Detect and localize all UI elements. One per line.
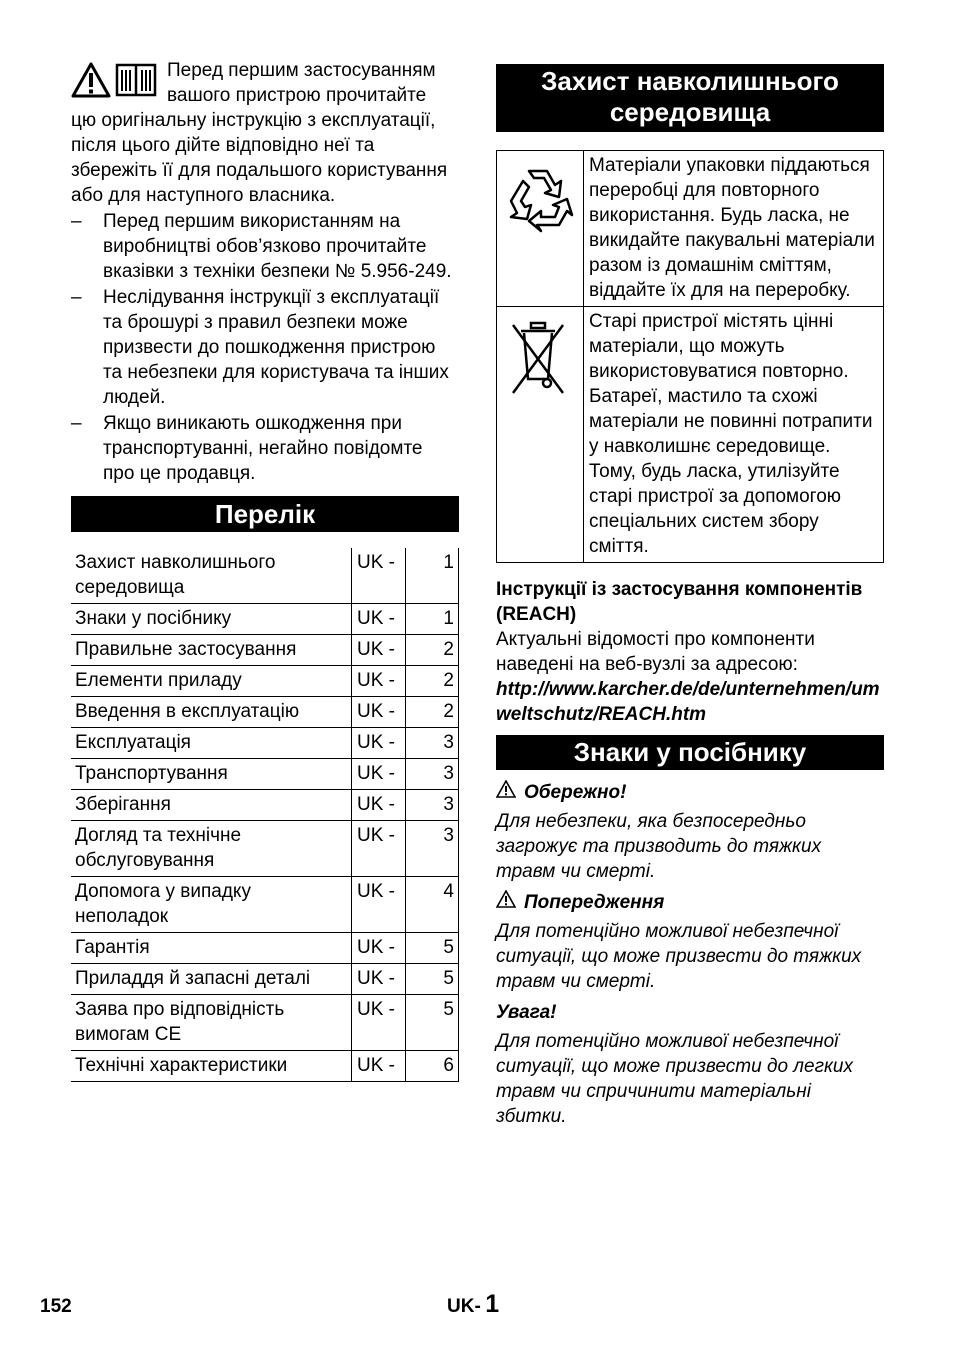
section-prefix: UK- xyxy=(447,1296,481,1317)
caution-text: Для потенційно можливої небезпечної ситуації, що може призвести до легких травм чи спричинити матеріальні збитки. xyxy=(496,1031,854,1127)
manual-book-icon xyxy=(115,62,157,105)
toc-page: 5 xyxy=(406,964,459,995)
toc-page: 3 xyxy=(406,759,459,790)
toc-page: 5 xyxy=(406,995,459,1051)
toc-section: UK - xyxy=(352,964,406,995)
toc-page: 1 xyxy=(406,548,459,604)
signs-heading: Знаки у посібнику xyxy=(496,735,884,770)
toc-label: Захист навколишнього середовища xyxy=(75,552,276,598)
toc-section: UK - xyxy=(352,821,406,877)
toc-label: Гарантія xyxy=(75,937,150,958)
toc-page: 1 xyxy=(406,604,459,635)
toc-section: UK - xyxy=(352,635,406,666)
warning-triangle-icon xyxy=(496,780,516,805)
intro-rest: цю оригінальну інструкцію з експлуатації, після цього дійте відповідно неї та збережіть її для подальшого користування або для наступного власника. xyxy=(71,110,448,206)
reach-title: Інструкції із застосування компонентів (REACH) xyxy=(496,579,863,625)
environment-heading: Захист навколишнього середовища xyxy=(496,64,884,132)
table-row xyxy=(71,821,459,877)
caution-title: Увага! xyxy=(496,1002,557,1023)
table-row xyxy=(71,548,459,604)
environment-table xyxy=(496,150,884,563)
toc-section: UK - xyxy=(352,995,406,1051)
toc-section: UK - xyxy=(352,933,406,964)
table-row xyxy=(71,635,459,666)
toc-section: UK - xyxy=(352,877,406,933)
table-row xyxy=(497,307,884,563)
toc-label: Елементи приладу xyxy=(75,670,242,691)
table-row xyxy=(71,604,459,635)
toc-section: UK - xyxy=(352,790,406,821)
table-row xyxy=(71,759,459,790)
toc-heading: Перелік xyxy=(71,496,459,532)
toc-label: Транспортування xyxy=(75,763,228,784)
crossed-bin-icon xyxy=(501,383,575,404)
intro-bullets xyxy=(71,209,459,486)
toc-label: Приладдя й запасні деталі xyxy=(75,968,311,989)
toc-page: 2 xyxy=(406,635,459,666)
table-row xyxy=(71,964,459,995)
danger-text: Для небезпеки, яка безпосередньо загрожує та призводить до тяжких травм чи смерті. xyxy=(496,811,822,882)
bullet-text: Перед першим використанням на виробництві обов’язково прочитайте вказівки з техніки безпеки № 5.956-249. xyxy=(103,211,452,282)
reach-text: Актуальні відомості про компоненти наведені на веб-вузлі за адресою: xyxy=(496,629,815,675)
warning-title-row xyxy=(496,890,884,915)
toc-page: 4 xyxy=(406,877,459,933)
toc-page: 5 xyxy=(406,933,459,964)
toc-label: Догляд та технічне обслуговування xyxy=(75,825,242,871)
environment-text-old-devices: Старі пристрої містять цінні матеріали, що можуть використовуватися повторно. Батареї, мастило та схожі матеріали не повинні потрапити у навколишнє середовище. Тому, будь ласка, утилізуйте старі пристрої за допомогою спеціальних систем збору сміття. xyxy=(584,307,884,563)
list-item xyxy=(71,209,459,284)
toc-section: UK - xyxy=(352,697,406,728)
toc-label: Експлуатація xyxy=(75,732,191,753)
intro-section xyxy=(71,58,459,486)
table-row xyxy=(497,151,884,307)
toc-page: 3 xyxy=(406,790,459,821)
dash: – xyxy=(71,211,82,232)
list-item xyxy=(71,285,459,410)
table-row xyxy=(71,790,459,821)
toc-section: UK - xyxy=(352,759,406,790)
section-page-label xyxy=(447,1290,499,1319)
toc-label: Заява про відповідність вимогам CE xyxy=(75,999,285,1045)
danger-title: Обережно! xyxy=(524,782,627,803)
toc-section: UK - xyxy=(352,604,406,635)
toc-label: Правильне застосування xyxy=(75,639,297,660)
table-row xyxy=(71,995,459,1051)
toc-page: 6 xyxy=(406,1051,459,1082)
bullet-text: Неслідування інструкції з експлуатації та брошурі з правил безпеки може призвести до пошкодження пристрою та небезпеки для користувача та інших людей. xyxy=(103,287,449,408)
icon-cell xyxy=(497,307,584,563)
table-row xyxy=(71,728,459,759)
signs-section xyxy=(496,780,884,1129)
toc-section: UK - xyxy=(352,1051,406,1082)
toc-table xyxy=(71,548,459,1082)
toc-label: Технічні характеристики xyxy=(75,1055,288,1076)
section-number: 1 xyxy=(485,1290,500,1318)
reach-link[interactable]: http://www.karcher.de/de/unternehmen/umweltschutz/REACH.htm xyxy=(496,679,880,725)
table-row xyxy=(71,666,459,697)
intro-line-1: Перед першим застосуванням xyxy=(167,60,436,81)
toc-page: 2 xyxy=(406,666,459,697)
toc-page: 3 xyxy=(406,821,459,877)
dash: – xyxy=(71,287,82,308)
toc-page: 2 xyxy=(406,697,459,728)
toc-label: Введення в експлуатацію xyxy=(75,701,300,722)
page-number: 152 xyxy=(40,1296,72,1317)
toc-label: Допомога у випадку неполадок xyxy=(75,881,251,927)
table-row xyxy=(71,697,459,728)
list-item xyxy=(71,411,459,486)
environment-text-packaging: Матеріали упаковки піддаються переробці для повторного використання. Будь ласка, не викидайте пакувальні матеріали разом із домашнім сміттям, віддайте їх для на переробку. xyxy=(584,151,884,307)
toc-label: Знаки у посібнику xyxy=(75,608,232,629)
reach-section xyxy=(496,577,884,727)
intro-icons xyxy=(71,62,157,105)
warning-text: Для потенційно можливої небезпечної ситуації, що може призвести до тяжких травм чи смерті. xyxy=(496,921,862,992)
warning-triangle-icon xyxy=(71,62,111,105)
recycle-icon xyxy=(501,223,575,244)
toc-label: Зберігання xyxy=(75,794,171,815)
dash: – xyxy=(71,413,82,434)
table-row xyxy=(71,877,459,933)
warning-triangle-icon xyxy=(496,890,516,915)
table-row xyxy=(71,933,459,964)
toc-page: 3 xyxy=(406,728,459,759)
icon-cell xyxy=(497,151,584,307)
toc-section: UK - xyxy=(352,666,406,697)
bullet-text: Якщо виникають ошкодження при транспортуванні, негайно повідомте про це продавця. xyxy=(103,413,423,484)
warning-title: Попередження xyxy=(524,892,665,913)
intro-line-2: вашого пристрою прочитайте xyxy=(167,85,427,106)
toc-section: UK - xyxy=(352,728,406,759)
right-column xyxy=(496,64,884,1129)
left-column xyxy=(71,58,459,1082)
table-row xyxy=(71,1051,459,1082)
toc-section: UK - xyxy=(352,548,406,604)
danger-title-row xyxy=(496,780,884,805)
